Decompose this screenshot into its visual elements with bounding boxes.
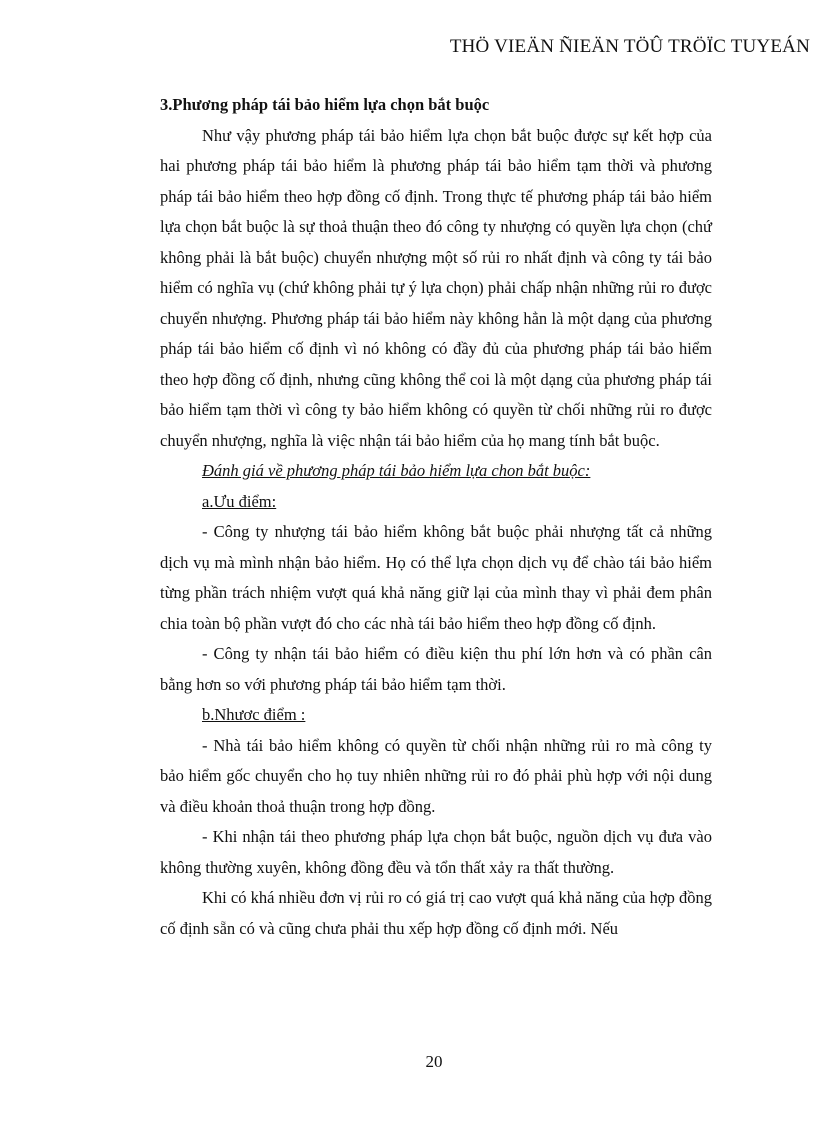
page-header: THÖ VIEÄN ÑIEÄN TÖÛ TRÖÏC TUYEÁN (449, 36, 810, 57)
evaluation-title: Đánh giá về phương pháp tái bảo hiểm lựa chon bắt buộc: (202, 461, 591, 480)
section-heading: 3.Phương pháp tái bảo hiểm lựa chọn bắt buộc (160, 95, 490, 114)
disadvantage-paragraph-1: - Nhà tái bảo hiểm không có quyền từ chối nhận những rủi ro mà công ty bảo hiểm gốc chuyển cho họ tuy nhiên những rủi ro đó phải phù hợp với nội dung và điều khoản thoả thuận trong hợp đồng. (160, 735, 712, 816)
disadvantages-title: b.Nhươc điểm : (202, 705, 306, 724)
closing-paragraph: Khi có khá nhiều đơn vị rủi ro có giá trị cao vượt quá khả năng của hợp đồng cố định sẵn có và cũng chưa phải thu xếp hợp đồng cố định mới. Nếu (160, 888, 712, 938)
advantage-paragraph-2: - Công ty nhận tái bảo hiểm có điều kiện thu phí lớn hơn và có phần cân bằng hơn so với phương pháp tái bảo hiểm tạm thời. (160, 644, 712, 694)
page-number: 20 (425, 1052, 443, 1071)
advantage-paragraph-1: - Công ty nhượng tái bảo hiểm không bắt buộc phải nhượng tất cả những dịch vụ mà mình nhận bảo hiểm. Họ có thể lựa chọn dịch vụ để chào tái bảo hiểm từng phần trách nhiệm vượt quá khả năng giữ lại của mình thay vì phải đem phân chia toàn bộ phần vượt đó cho các nhà tái bảo hiểm theo hợp đồng cố định. (160, 522, 712, 633)
disadvantage-paragraph-2: - Khi nhận tái theo phương pháp lựa chọn bắt buộc, nguồn dịch vụ đưa vào không thường xuyên, không đồng đều và tổn thất xảy ra thất thường. (160, 827, 712, 877)
document-body (160, 90, 712, 944)
advantages-title: a.Ưu điểm: (202, 491, 277, 511)
intro-paragraph: Như vậy phương pháp tái bảo hiểm lựa chọn bắt buộc được sự kết hợp của hai phương pháp tái bảo hiểm là phương pháp tái bảo hiểm tạm thời và phương pháp tái bảo hiểm theo hợp đồng cố định. Trong thực tế phương pháp tái bảo hiểm lựa chọn bắt buộc là sự thoả thuận theo đó công ty nhượng có quyền lựa chọn (chứ không phải là bắt buộc) chuyển nhượng một số rủi ro nhất định và công ty tái bảo hiểm có nghĩa vụ (chứ không phải tự ý lựa chọn) phải chấp nhận những rủi ro được chuyển nhượng. Phương pháp tái bảo hiểm này không hẳn là một dạng của phương pháp tái bảo hiểm cố định vì nó không có đầy đủ của phương pháp tái bảo hiểm theo hợp đồng cố định, nhưng cũng không thể coi là một dạng của phương pháp tái bảo hiểm tạm thời vì công ty bảo hiểm không có quyền từ chối những rủi ro được chuyển nhượng, nghĩa là việc nhận tái bảo hiểm của họ mang tính bắt buộc. (160, 125, 712, 450)
